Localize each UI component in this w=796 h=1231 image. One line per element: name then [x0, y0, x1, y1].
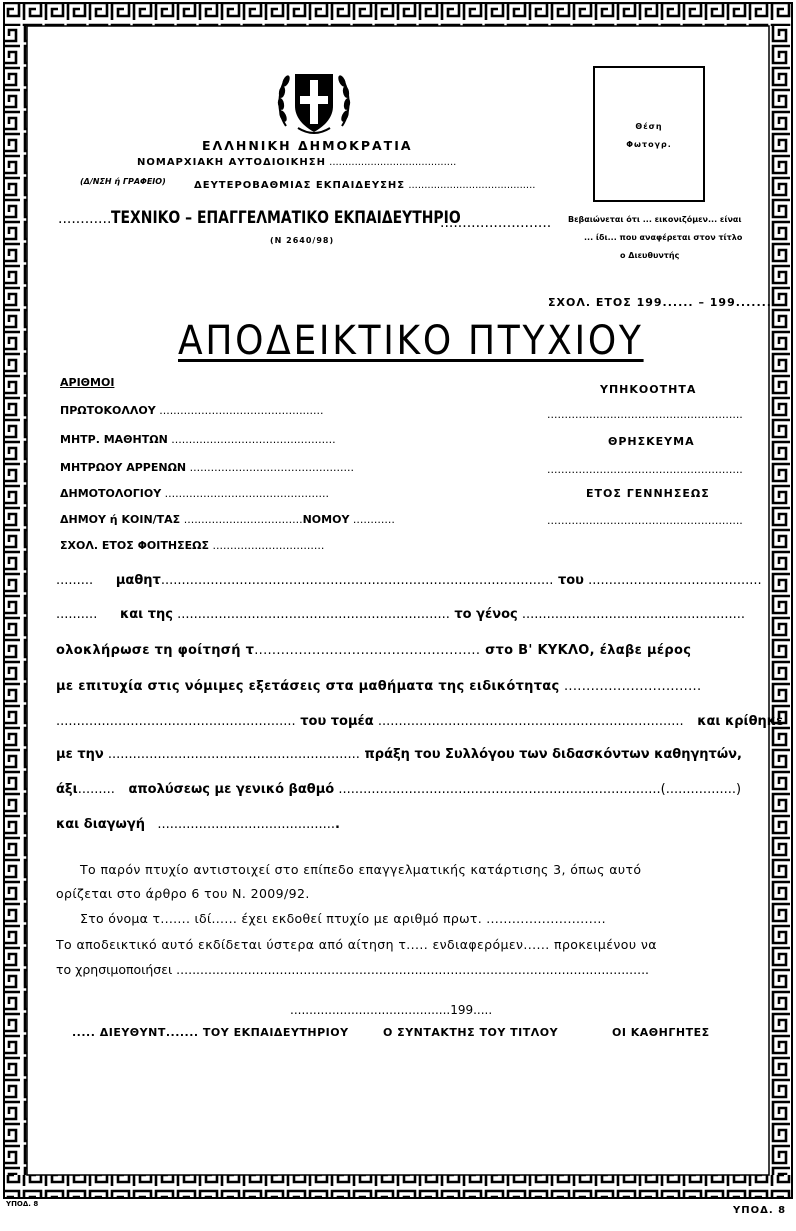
paragraph-request-a: Το αποδεικτικό αυτό εκδίδεται ύστερα από αίτηση τ..... ενδιαφερόμεν...... προκειμένου να — [56, 937, 657, 952]
paragraph-request-b: το χρησιμοποιήσει ....................................................................................................................... — [56, 962, 650, 977]
nationality-dots: ........................................................ — [547, 408, 743, 421]
body-line-sector: .......................................................... του τομέα .......................................................................... και κρίθηκε — [56, 714, 784, 729]
body-line-grade: άξι......... απολύσεως με γενικό βαθμό ..............................................................................(.................) — [56, 782, 742, 797]
form-code-right: ΥΠΟΔ. 8 — [733, 1205, 787, 1216]
law-reference: (Ν 2640/98) — [270, 236, 335, 245]
photo-placeholder — [593, 66, 705, 202]
photo-label-line2: Φωτογρ. — [626, 140, 672, 149]
form-code-left: ΥΠΟΔ. 8 — [6, 1200, 39, 1208]
certify-line1: Βεβαιώνεται ότι ... εικονιζόμεν... είναι — [568, 215, 742, 224]
editor-signature: Ο ΣΥΝΤΑΚΤΗΣ ΤΟΥ ΤΙΤΛΟΥ — [383, 1026, 559, 1039]
secondary-education-heading: ΔΕΥΤΕΡΟΒΑΘΜΙΑΣ ΕΚΠΑΙΔΕΥΣΗΣ ........................................ — [194, 180, 536, 191]
paragraph-level-b: ορίζεται στο άρθρο 6 του Ν. 2009/92. — [56, 886, 310, 901]
protocol-field: ΠΡΩΤΟΚΟΛΛΟΥ ............................................... — [60, 404, 324, 417]
school-year: ΣΧΟΛ. ΕΤΟΣ 199...... – 199....... — [548, 296, 772, 309]
certify-line2: ... ίδι... που αναφέρεται στον τίτλο — [584, 233, 743, 242]
numbers-heading: ΑΡΙΘΜΟΙ — [60, 376, 115, 389]
coat-of-arms-emblem — [274, 66, 354, 138]
attendance-year-field: ΣΧΟΛ. ΕΤΟΣ ΦΟΙΤΗΣΕΩΣ ................................ — [60, 539, 325, 552]
religion-label: ΘΡΗΣΚΕΥΜΑ — [608, 435, 695, 448]
body-line-conduct: και διαγωγή ............................................ — [56, 817, 340, 832]
municipality-field: ΔΗΜΟΥ ή ΚΟΙΝ/ΤΑΣ ..................................ΝΟΜΟΥ ............ — [60, 513, 395, 526]
body-line-act: με την ............................................................. πράξη του Συλλόγου των διδασκόντων καθηγητών, — [56, 747, 742, 762]
school-heading: ............ΤΕΧΝΙΚΟ – ΕΠΑΓΓΕΛΜΑΤΙΚΟ ΕΚΠΑΙΔΕΥΤΗΡΙΟ — [58, 208, 462, 228]
birth-year-dots: ........................................................ — [547, 514, 743, 527]
body-line-completed: ολοκλήρωσε τη φοίτησή τ................................................... στο Β' ΚΥΚΛΟ, έλαβε μέρος — [56, 643, 692, 658]
prefecture-heading: ΝΟΜΑΡΧΙΑΚΗ ΑΥΤΟΔΙΟΙΚΗΣΗ ........................................ — [137, 157, 457, 168]
republic-heading: ΕΛΛΗΝΙΚΗ ΔΗΜΟΚΡΑΤΙΑ — [202, 138, 413, 153]
document-title: ΑΠΟΔΕΙΚΤΙΚΟ ΠΤΥΧΙΟΥ — [178, 318, 644, 364]
nationality-label: ΥΠΗΚΟΟΤΗΤΑ — [600, 383, 697, 396]
body-line-mother: .......... και της .................................................................. το γένος ...................................................... — [56, 607, 746, 622]
paragraph-level-a: Το παρόν πτυχίο αντιστοιχεί στο επίπεδο επαγγελματικής κατάρτισης 3, όπως αυτό — [80, 862, 642, 877]
director-signature: ..... ΔΙΕΥΘΥΝΤ....... ΤΟΥ ΕΚΠΑΙΔΕΥΤΗΡΙΟΥ — [72, 1026, 349, 1039]
department-note: (Δ/ΝΣΗ ή ΓΡΑΦΕΙΟ) — [80, 177, 166, 186]
religion-dots: ........................................................ — [547, 463, 743, 476]
photo-label-line1: Θέση — [635, 122, 663, 131]
teachers-signature: ΟΙ ΚΑΘΗΓΗΤΕΣ — [612, 1026, 710, 1039]
certify-line3: ο Διευθυντής — [620, 251, 680, 260]
body-line-exams: με επιτυχία στις νόμιμες εξετάσεις στα μαθήματα της ειδικότητας ............................... — [56, 679, 702, 694]
birth-year-label: ΕΤΟΣ ΓΕΝΝΗΣΕΩΣ — [586, 487, 710, 500]
paragraph-name: Στο όνομα τ....... ιδί...... έχει εκδοθεί πτυχίο με αριθμό πρωτ. ............................ — [80, 911, 606, 926]
municipal-register-field: ΔΗΜΟΤΟΛΟΓΙΟΥ ............................................... — [60, 487, 329, 500]
issue-date: ..........................................199..... — [290, 1003, 493, 1017]
student-register-field: ΜΗΤΡ. ΜΑΘΗΤΩΝ ............................................... — [60, 433, 336, 446]
body-line-student: ......... μαθητ............................................................................................... του .......................................... — [56, 573, 762, 588]
male-register-field: ΜΗΤΡΩΟΥ ΑΡΡΕΝΩΝ ............................................... — [60, 461, 354, 474]
school-dots: ......................... — [440, 215, 552, 231]
